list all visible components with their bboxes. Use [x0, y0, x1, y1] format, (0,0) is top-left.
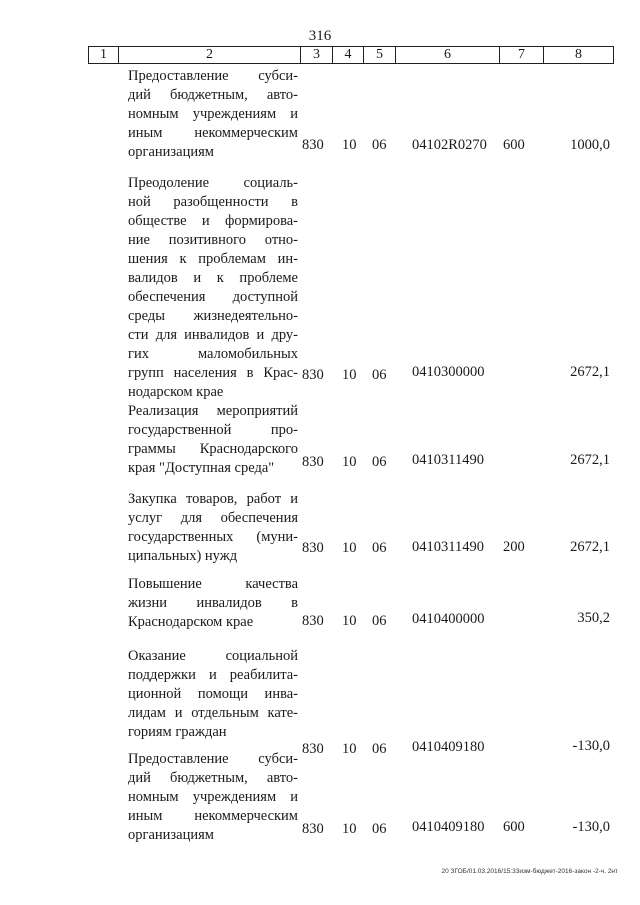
cell-amount: 350,2	[577, 610, 610, 626]
description-line: Предоставление субси-	[128, 68, 298, 84]
column-header-4: 4	[333, 47, 364, 63]
description-line: шения к проблемам ин-	[128, 251, 298, 267]
description-line: номным учреждениям и	[128, 789, 298, 805]
cell-ministry-code: 830	[302, 540, 324, 556]
description-line: ной разобщенности в	[128, 194, 298, 210]
description-line: ципальных) нужд	[128, 548, 238, 564]
row-description	[128, 750, 298, 845]
description-line: групп населения в Крас-	[128, 365, 298, 381]
cell-section-code: 10	[342, 540, 357, 556]
cell-section-code: 10	[342, 821, 357, 837]
cell-ministry-code: 830	[302, 613, 324, 629]
description-line: государственной про-	[128, 422, 298, 438]
description-line: поддержки и реабилита-	[128, 667, 298, 683]
description-line: Предоставление субси-	[128, 751, 298, 767]
row-description	[128, 647, 298, 742]
description-line: иным некоммерческим	[128, 808, 298, 824]
cell-target-code: 0410409180	[412, 819, 485, 835]
description-line: ние позитивного отно-	[128, 232, 298, 248]
description-line: жизни инвалидов в	[128, 595, 298, 611]
description-line: обществе и формирова-	[128, 213, 298, 229]
column-header-6: 6	[396, 47, 500, 63]
row-description	[128, 67, 298, 162]
cell-target-code: 0410409180	[412, 739, 485, 755]
cell-expense-type: 600	[503, 819, 525, 835]
cell-section-code: 10	[342, 741, 357, 757]
cell-subsection-code: 06	[372, 613, 387, 629]
cell-subsection-code: 06	[372, 454, 387, 470]
cell-ministry-code: 830	[302, 741, 324, 757]
cell-expense-type: 200	[503, 539, 525, 555]
description-line: Реализация мероприятий	[128, 403, 298, 419]
description-line: Повышение качества	[128, 576, 298, 592]
description-line: Преодоление социаль-	[128, 175, 298, 191]
cell-ministry-code: 830	[302, 367, 324, 383]
column-header-7: 7	[500, 47, 544, 63]
description-line: ционной помощи инва-	[128, 686, 298, 702]
description-line: номным учреждениям и	[128, 106, 298, 122]
table-header-row	[88, 46, 614, 64]
column-header-5: 5	[364, 47, 396, 63]
column-header-2: 2	[119, 47, 301, 63]
description-line: организациям	[128, 827, 214, 843]
description-line: нодарском крае	[128, 384, 224, 400]
description-line: Краснодарском крае	[128, 614, 254, 630]
cell-target-code: 0410311490	[412, 452, 484, 468]
row-description	[128, 174, 298, 402]
description-line: Оказание социальной	[128, 648, 298, 664]
description-line: Закупка товаров, работ и	[128, 491, 298, 507]
description-line: сти для инвалидов и дру-	[128, 327, 298, 343]
cell-amount: 2672,1	[570, 452, 610, 468]
cell-ministry-code: 830	[302, 137, 324, 153]
description-line: гориям граждан	[128, 724, 227, 740]
cell-target-code: 0410400000	[412, 611, 485, 627]
cell-subsection-code: 06	[372, 137, 387, 153]
row-description	[128, 402, 298, 478]
cell-amount: 1000,0	[570, 137, 610, 153]
cell-subsection-code: 06	[372, 821, 387, 837]
cell-subsection-code: 06	[372, 741, 387, 757]
description-line: гих маломобильных	[128, 346, 298, 362]
column-header-3: 3	[301, 47, 333, 63]
row-description	[128, 575, 298, 632]
cell-target-code: 0410300000	[412, 364, 485, 380]
description-line: среды жизнедеятельно-	[128, 308, 298, 324]
cell-amount: -130,0	[572, 819, 610, 835]
row-description	[128, 490, 298, 566]
column-header-1: 1	[89, 47, 119, 63]
cell-target-code: 04102R0270	[412, 137, 487, 153]
description-line: дий бюджетным, авто-	[128, 87, 298, 103]
column-header-8: 8	[575, 47, 582, 62]
cell-ministry-code: 830	[302, 454, 324, 470]
document-footer: 20 ЗГОБ/01.03.2016/15:33изм-бюджет-2016-закон -2-ч. 2нт	[441, 868, 618, 875]
cell-ministry-code: 830	[302, 821, 324, 837]
description-line: края "Доступная среда"	[128, 460, 275, 476]
cell-section-code: 10	[342, 367, 357, 383]
page-number: 316	[308, 28, 332, 44]
description-line: организациям	[128, 144, 214, 160]
description-line: граммы Краснодарского	[128, 441, 298, 457]
description-line: обеспечения доступной	[128, 289, 298, 305]
cell-section-code: 10	[342, 137, 357, 153]
description-line: дий бюджетным, авто-	[128, 770, 298, 786]
cell-expense-type: 600	[503, 137, 525, 153]
cell-subsection-code: 06	[372, 367, 387, 383]
description-line: государственных (муни-	[128, 529, 298, 545]
description-line: лидам и отдельным кате-	[128, 705, 298, 721]
cell-target-code: 0410311490	[412, 539, 484, 555]
cell-section-code: 10	[342, 613, 357, 629]
cell-subsection-code: 06	[372, 540, 387, 556]
cell-section-code: 10	[342, 454, 357, 470]
cell-amount: -130,0	[572, 738, 610, 754]
description-line: услуг для обеспечения	[128, 510, 298, 526]
description-line: иным некоммерческим	[128, 125, 298, 141]
description-line: валидов и к проблеме	[128, 270, 298, 286]
cell-amount: 2672,1	[570, 364, 610, 380]
cell-amount: 2672,1	[570, 539, 610, 555]
